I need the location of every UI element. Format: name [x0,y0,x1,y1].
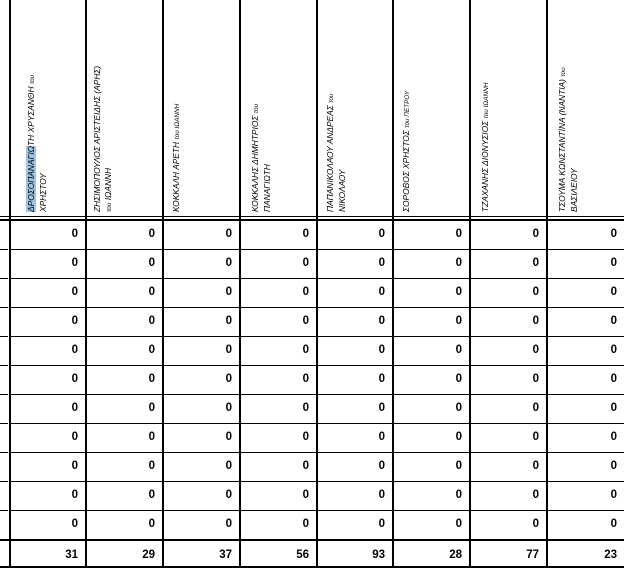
vote-count-cell: 0 [455,344,462,356]
patronymic: του ΙΩΑΝΝΗ [174,103,181,140]
patronymic: ΠΑΝΑΓΙΩΤΗ [262,164,272,212]
patronymic: ΝΙΚΟΛΑΟΥ [337,169,347,212]
total-cell: 28 [449,549,462,561]
vote-count-cell: 0 [455,315,462,327]
row-divider [9,423,624,424]
row-divider [9,452,624,453]
row-divider [9,249,624,250]
row-edge-tick [0,307,8,308]
patronymic-prefix: του [106,202,113,212]
vote-count-cell: 0 [378,460,385,472]
vote-count-cell: 0 [610,460,617,472]
row-divider [9,336,624,337]
row-edge-tick [0,452,8,453]
vote-count-cell: 0 [148,489,155,501]
vote-count-cell: 0 [455,489,462,501]
candidate-name: ΚΟΚΚΑΛΗ ΑΡΕΤΗ [171,139,181,212]
row-edge-tick [0,278,8,279]
vote-count-cell: 0 [148,402,155,414]
vote-count-cell: 0 [378,257,385,269]
vote-count-cell: 0 [610,402,617,414]
row-edge-tick [0,249,8,250]
vote-count-cell: 0 [148,518,155,530]
column-divider [316,0,318,568]
vote-count-cell: 0 [225,402,232,414]
vote-count-cell: 0 [532,518,539,530]
vote-count-cell: 0 [532,373,539,385]
total-cell: 77 [526,549,539,561]
totals-rule [0,539,624,541]
row-divider [9,278,624,279]
vote-count-cell: 0 [148,431,155,443]
vote-count-cell: 0 [148,344,155,356]
column-divider [162,0,164,568]
vote-count-cell: 0 [610,518,617,530]
highlighted-name-part[interactable]: ΔΡΟΣΟΠΑΝΑΓΙΩ [26,145,36,212]
vote-count-cell: 0 [302,257,309,269]
patronymic-prefix: του [560,67,567,77]
row-divider [9,365,624,366]
vote-count-cell: 0 [378,431,385,443]
total-cell: 93 [372,549,385,561]
vote-count-cell: 0 [532,257,539,269]
vote-count-cell: 0 [455,518,462,530]
vote-count-cell: 0 [610,431,617,443]
table-bottom-rule [0,566,624,568]
vote-count-cell: 0 [225,228,232,240]
vote-count-cell: 0 [302,489,309,501]
vote-count-cell: 0 [302,460,309,472]
vote-count-cell: 0 [225,460,232,472]
total-cell: 23 [604,549,617,561]
row-edge-tick [0,481,8,482]
vote-count-cell: 0 [302,315,309,327]
vote-count-cell: 0 [71,228,78,240]
vote-count-cell: 0 [455,431,462,443]
vote-count-cell: 0 [148,257,155,269]
vote-count-cell: 0 [71,373,78,385]
vote-count-cell: 0 [302,373,309,385]
vote-count-cell: 0 [532,431,539,443]
vote-count-cell: 0 [455,228,462,240]
patronymic: του ΙΩΑΝΝΗ [483,82,490,119]
vote-count-cell: 0 [455,460,462,472]
row-edge-tick [0,336,8,337]
row-divider [9,481,624,482]
candidate-name: ΤΖΑΧΑΝΗΣ ΔΙΟΝΥΣΙΟΣ [480,118,490,212]
column-divider [9,0,11,568]
patronymic-prefix: του [29,74,36,85]
row-edge-tick [0,423,8,424]
column-divider [239,0,241,568]
vote-count-cell: 0 [532,286,539,298]
vote-count-cell: 0 [148,286,155,298]
vote-count-cell: 0 [302,518,309,530]
vote-count-cell: 0 [532,402,539,414]
vote-count-cell: 0 [378,344,385,356]
vote-count-cell: 0 [302,286,309,298]
vote-count-cell: 0 [71,518,78,530]
patronymic-prefix: του [328,93,335,103]
row-divider [9,220,624,221]
vote-count-cell: 0 [225,431,232,443]
vote-count-cell: 0 [225,518,232,530]
header-cell-7 [469,0,546,216]
header-cell-1 [9,0,85,216]
vote-count-cell: 0 [378,518,385,530]
header-cell-6 [392,0,469,216]
vote-count-cell: 0 [378,228,385,240]
header-cell-2 [85,0,162,216]
vote-count-cell: 0 [225,257,232,269]
vote-count-cell: 0 [148,460,155,472]
total-cell: 56 [296,549,309,561]
row-divider [9,307,624,308]
vote-count-cell: 0 [455,257,462,269]
vote-count-cell: 0 [225,489,232,501]
vote-count-cell: 0 [378,315,385,327]
row-edge-tick [0,394,8,395]
patronymic: του ΠΕΤΡΟΥ [404,90,411,128]
vote-count-cell: 0 [148,228,155,240]
vote-count-cell: 0 [302,228,309,240]
candidate-name: ΚΟΚΚΑΛΗΣ ΔΗΜΗΤΡΙΟΣ [250,113,260,212]
vote-count-cell: 0 [302,402,309,414]
header-cell-8 [546,0,624,216]
vote-count-cell: 0 [71,431,78,443]
vote-count-cell: 0 [148,315,155,327]
vote-count-cell: 0 [610,373,617,385]
vote-count-cell: 0 [71,315,78,327]
row-edge-tick [0,365,8,366]
vote-count-cell: 0 [610,286,617,298]
total-cell: 37 [219,549,232,561]
patronymic: ΧΡΗΣΤΟΥ [38,173,48,212]
vote-count-cell: 0 [225,315,232,327]
column-divider [85,0,87,568]
vote-count-cell: 0 [71,286,78,298]
vote-count-cell: 0 [378,286,385,298]
candidate-name: ΠΑΠΑΝΙΚΟΛΑΟΥ ΑΝΔΡΕΑΣ [325,102,335,212]
row-divider [9,394,624,395]
vote-count-cell: 0 [610,315,617,327]
candidate-name: ΤΗ ΧΡΥΣΑΝΘΗ [26,84,36,146]
vote-count-cell: 0 [302,431,309,443]
vote-count-cell: 0 [71,460,78,472]
header-rule [0,216,624,217]
vote-count-cell: 0 [225,373,232,385]
vote-count-cell: 0 [532,315,539,327]
vote-count-cell: 0 [378,402,385,414]
vote-count-cell: 0 [148,373,155,385]
vote-count-cell: 0 [71,402,78,414]
column-divider [469,0,471,568]
vote-count-cell: 0 [225,344,232,356]
vote-count-cell: 0 [378,489,385,501]
vote-count-cell: 0 [225,286,232,298]
total-cell: 31 [65,549,78,561]
patronymic-prefix: του [253,103,260,114]
header-cell-5 [316,0,392,216]
patronymic: ΒΑΣΙΛΕΙΟΥ [569,168,579,212]
vote-count-cell: 0 [71,344,78,356]
row-edge-tick [0,510,8,511]
vote-count-cell: 0 [71,257,78,269]
vote-count-cell: 0 [378,373,385,385]
vote-count-cell: 0 [610,489,617,501]
vote-count-cell: 0 [532,460,539,472]
vote-count-cell: 0 [302,344,309,356]
vote-count-cell: 0 [455,373,462,385]
column-divider [392,0,394,568]
vote-count-cell: 0 [610,344,617,356]
patronymic: ΙΩΑΝΝΗ [103,167,113,201]
vote-count-cell: 0 [532,344,539,356]
vote-count-cell: 0 [610,228,617,240]
vote-count-cell: 0 [455,402,462,414]
header-cell-3 [162,0,239,216]
candidate-name: ΖΗΣΙΜΟΠΟΥΛΟΣ ΑΡΙΣΤΕΙΔΗΣ (ΑΡΗΣ) [92,65,102,212]
row-divider [9,510,624,511]
vote-count-cell: 0 [610,257,617,269]
candidate-name: ΤΣΟΥΜΑ ΚΩΝΣΤΑΝΤΙΝΑ (ΝΑΝΤΙΑ) [557,76,567,212]
column-divider [546,0,548,568]
header-cell-4 [239,0,316,216]
total-cell: 29 [142,549,155,561]
vote-count-cell: 0 [71,489,78,501]
vote-count-cell: 0 [532,489,539,501]
vote-count-cell: 0 [455,286,462,298]
candidate-name: ΣΟΡΟΒΟΣ ΧΡΗΣΤΟΣ [401,127,411,212]
vote-count-cell: 0 [532,228,539,240]
